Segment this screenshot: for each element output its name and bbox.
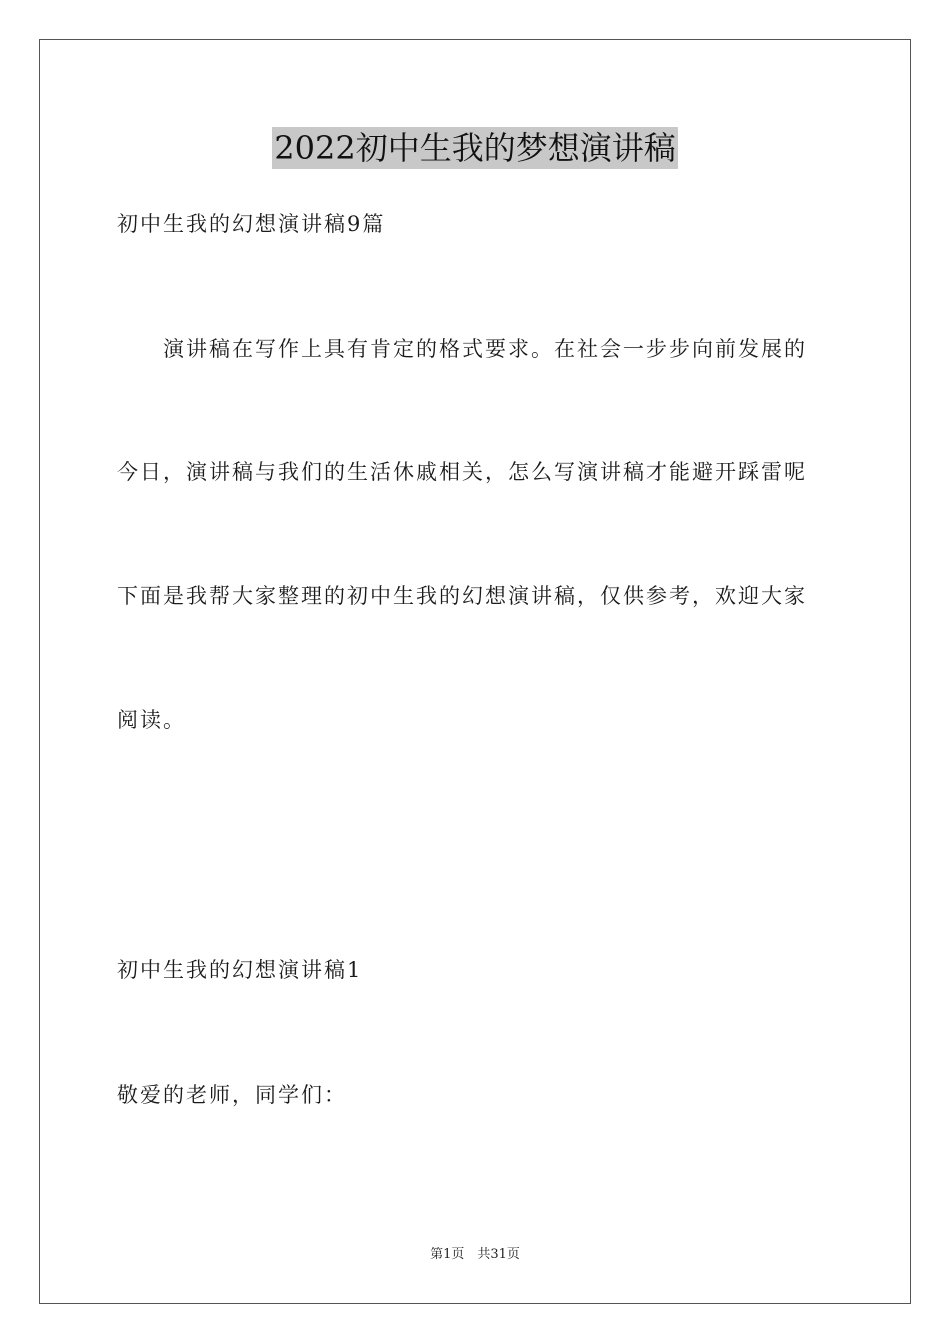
document-title: 2022初中生我的梦想演讲稿: [274, 129, 676, 167]
section-heading: 初中生我的幻想演讲稿1: [117, 958, 363, 982]
paragraph-line-4: 阅读。: [117, 708, 186, 732]
title-container: [0, 127, 950, 169]
salutation: 敬爱的老师，同学们：: [117, 1083, 347, 1107]
paragraph-line-1: 演讲稿在写作上具有肯定的格式要求。在社会一步步向前发展的: [117, 337, 807, 361]
paragraph-line-2: 今日，演讲稿与我们的生活休戚相关，怎么写演讲稿才能避开踩雷呢: [117, 460, 807, 484]
page-footer: [0, 1246, 950, 1264]
document-subtitle: 初中生我的幻想演讲稿9篇: [117, 212, 386, 236]
page-number-label: 第1页 共31页: [430, 1247, 520, 1262]
paragraph-line-3: 下面是我帮大家整理的初中生我的幻想演讲稿，仅供参考，欢迎大家: [117, 584, 807, 608]
